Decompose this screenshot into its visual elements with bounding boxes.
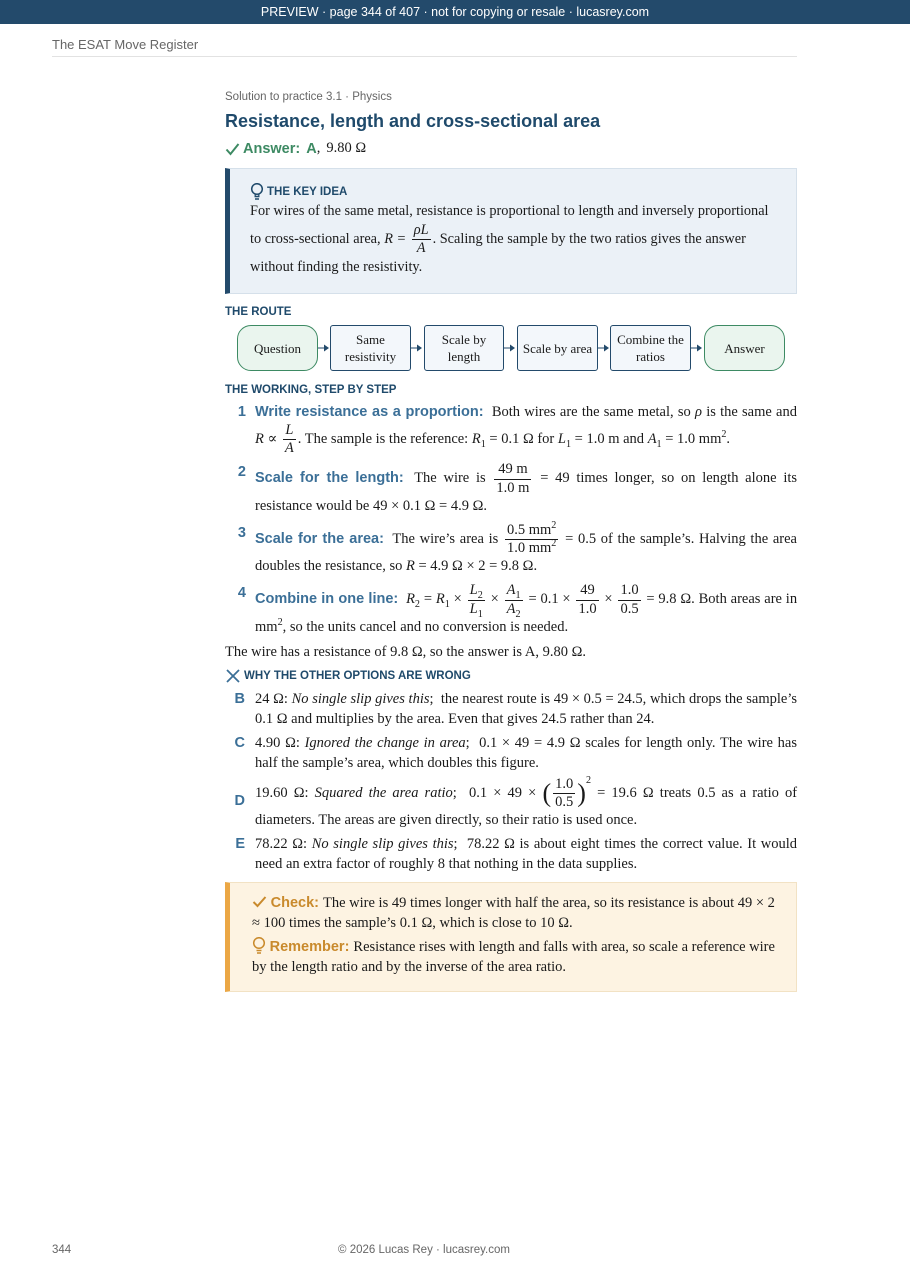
- key-idea-box: [225, 168, 797, 294]
- answer-letter: A: [306, 140, 317, 157]
- option-b: B 24 Ω: No single slip gives this; the nearest route is 49 × 0.5 = 24.5, which drops the sample’s 0.1 Ω and multiplies by the area. Even that gives 24.5 rather than 24.: [234, 690, 798, 727]
- copyright: © 2026 Lucas Rey · lucasrey.com: [338, 1244, 510, 1256]
- kicker: Solution to practice 3.1 · Physics: [225, 91, 392, 103]
- arrow-icon: [318, 342, 330, 354]
- arrow-icon: [411, 342, 423, 354]
- option-c: C 4.90 Ω: Ignored the change in area; 0.1 × 49 = 4.9 Ω scales for length only. The wire has half the sample’s area, which doubles this figure.: [234, 734, 797, 771]
- solution-content: [225, 91, 797, 992]
- answer-value: 9.80 Ω: [326, 140, 367, 156]
- step-4: 4 Combine in one line: $R_2 = R_1$ × $\frac{L_2}{L_1}$ × $\frac{A_1}{A_2}$ = 0.1 × $\frac{49}{1.0}$ × $\frac{1.0}{0.5}$ = 9.8 Ω. Both areas are in $mm^2$, so the units cancel and no conversion is needed.: [237, 582, 798, 635]
- lightbulb-icon: [252, 937, 266, 954]
- step-2: 2 Scale for the length: The wire is $\frac{49 m}{1.0 m}$ = 49 times longer, so on length alone its resistance would be 49 × 0.1 Ω = 4.9 Ω.: [237, 461, 798, 514]
- option-d: D 19.60 Ω: Squared the area ratio; 0.1 × 49 × ( $\frac{1.0}{0.5}$ )$^2$ = 19.6 Ω treats 0.5 as a ratio of diameters. The areas are given directly, so their ratio is used once.: [234, 774, 798, 829]
- arrow-icon: [598, 342, 610, 354]
- arrow-icon: [504, 342, 516, 354]
- route-heading: THE ROUTE: [225, 306, 292, 318]
- step-3: 3 Scale for the area: The wire’s area is $\frac{0.5 mm^2}{1.0 mm^2}$ = 0.5 of the sample’s. Halving the area doubles the resistance, so R = 4.9 Ω × 2 = 9.8 Ω.: [237, 520, 797, 575]
- key-idea-heading: THE KEY IDEA: [267, 185, 348, 198]
- option-e: E 78.22 Ω: No single slip gives this; 78.22 Ω is about eight times the correct value. It would need an extra factor of roughly 8 that nothing in the data supplies.: [235, 836, 798, 873]
- preview-banner: PREVIEW · page 344 of 407 · not for copying or resale · lucasrey.com: [0, 0, 910, 24]
- route-diagram: [225, 322, 797, 372]
- checkmark-icon: [225, 142, 240, 156]
- conclusion: The wire has a resistance of 9.8 Ω, so the answer is A, 9.80 Ω.: [225, 643, 587, 660]
- working-heading: THE WORKING, STEP BY STEP: [225, 384, 397, 396]
- checkmark-icon: [252, 895, 267, 908]
- check-note: Check: The wire is 49 times longer with half the area, so its resistance is about 49 × 2 ≈ 100 times the sample’s 0.1 Ω, which is close to 10 Ω.: [252, 895, 775, 932]
- route-node-answer: Answer: [704, 325, 785, 371]
- page-title: Resistance, length and cross-sectional area: [225, 111, 601, 131]
- wrong-options-heading: WHY THE OTHER OPTIONS ARE WRONG: [225, 668, 797, 684]
- running-head: The ESAT Move Register: [52, 37, 797, 57]
- arrow-icon: [691, 342, 703, 354]
- step-1: 1 Write resistance as a proportion: Both wires are the same metal, so ρ is the same and R ∝ $\frac{L}{A}$ . The sample is the reference: $R_1 = 0.1$ Ω for $L_1 = 1.0$ m and $A_1 = 1.0$ $mm^2$.: [237, 404, 797, 457]
- key-idea-text: For wires of the same metal, resistance is proportional to length and inversely proportional to cross-sectional area, R = $\frac{\rho L}{A}$ . Scaling the sample by the two ratios gives the answer without finding the resistivity.: [250, 203, 769, 275]
- route-node-scale-length: Scale by length: [424, 325, 504, 371]
- check-remember-box: [225, 882, 797, 992]
- answer-line: Answer: A , 9.80 Ω: [225, 140, 797, 157]
- lightbulb-icon: [250, 183, 264, 200]
- cross-icon: [225, 668, 241, 684]
- remember-note: Remember: Resistance rises with length and falls with area, so scale a reference wire by the length ratio and by the inverse of the area ratio.: [252, 939, 775, 976]
- route-node-question: Question: [237, 325, 318, 371]
- route-node-same-resistivity: Same resistivity: [330, 325, 411, 371]
- page-number: 344: [52, 1244, 72, 1256]
- resistance-formula: $\frac{\rho L}{A}$: [413, 222, 429, 256]
- answer-label: Answer:: [243, 140, 301, 157]
- route-node-combine: Combine the ratios: [610, 325, 691, 371]
- route-node-scale-area: Scale by area: [517, 325, 598, 371]
